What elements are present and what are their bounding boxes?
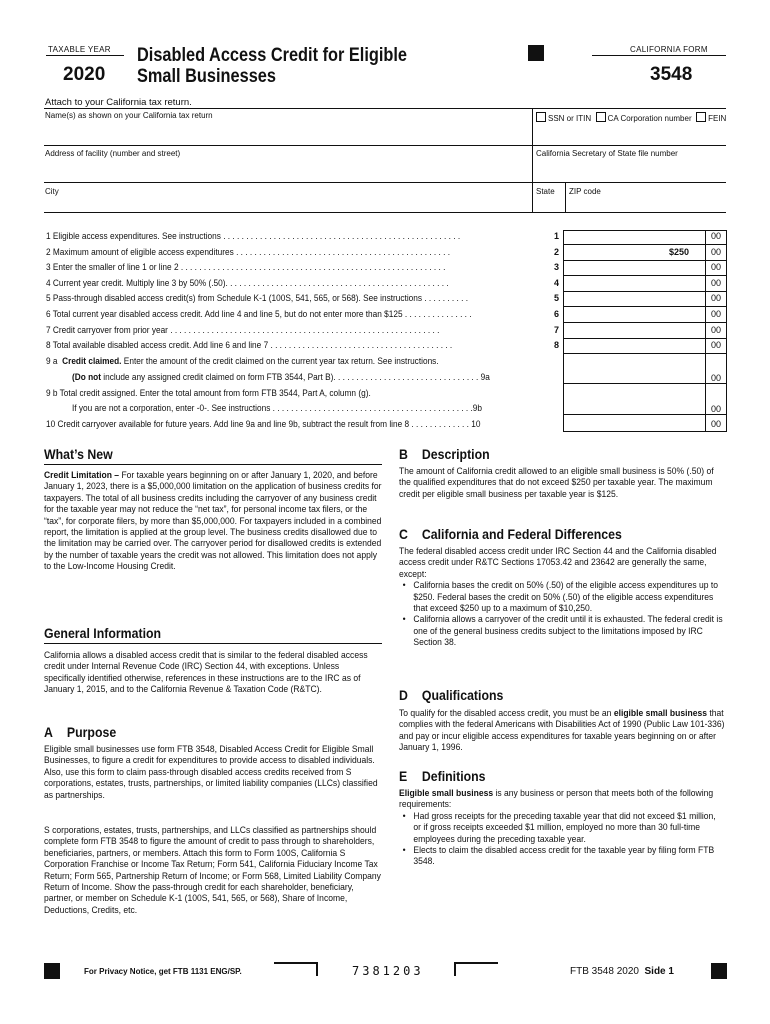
difference-bullet-2: • California allows a carryover of the credit until it is exhausted. The federal credit is one of the general business credits subject to the limitations imposed by IRC Section 38. [399, 614, 725, 648]
amount-rule [563, 322, 726, 323]
footer-registration-mark [44, 963, 60, 979]
state-label: State [536, 187, 555, 196]
line-amount-input[interactable] [565, 293, 689, 307]
line-text: 4 Current year credit. Multiply line 3 by 50% (.50). . . . . . . . . . . . . . . . . . . . . . . . . . . . . . . . . . . . . . . . . . . . . . . . . [46, 277, 449, 288]
line-10-amount-input[interactable] [565, 415, 705, 431]
line-number: 8 [553, 340, 559, 351]
line-amount-input[interactable] [565, 262, 689, 276]
line-text: 3 Enter the smaller of line 1 or line 2 . . . . . . . . . . . . . . . . . . . . . . . . . . . . . . . . . . . . . . . . . . . . . . . . . . . . . . . . . . [46, 262, 446, 273]
differences-text: The federal disabled access credit under IRC Section 44 and the California disabled access credit under R&TC Sections 17053.42 and 23642 are generally the same, except: • California bases the credit on 50% (.50) of the eligible access expenditures up to $250. Federal bases the credit on 50% (.50) of the eligible access expenditures that exceed $250 up to a maximum of $10,250. • California allows a carryover of the credit until it is exhausted. The federal credit is one of the general business credits subject to the limitations imposed by IRC Section 38. [399, 546, 725, 649]
line-text: 1 Eligible access expenditures. See instructions . . . . . . . . . . . . . . . . . . . . . . . . . . . . . . . . . . . . . . . . . . . . . . . . . . . . [46, 231, 461, 241]
line-9a-text: 9 a Credit claimed. Enter the amount of the credit claimed on the current year tax return. See instructions. [46, 356, 439, 366]
purpose-text-1: Eligible small businesses use form FTB 3548, Disabled Access Credit for Eligible Small Businesses, to figure a credit for expenditures to provide access to disabled individuals. Also, use this form to claim pass-through disabled access credits received from S corporations, estates, trusts, partnerships, or limited liability companies (LLCs) classified as partnerships. [44, 744, 378, 801]
california-form-label: CALIFORNIA FORM [630, 45, 708, 54]
line-10-cents: 00 [710, 419, 721, 429]
line-cents: 00 [710, 246, 721, 257]
tax-year: 2020 [63, 64, 106, 85]
general-info-text: California allows a disabled access credit that is similar to the federal disabled access credit under Internal Revenue Code (IRC) Section 44, with exceptions. Unless specifically identified otherwise, references in these instructions are to the IRC as of January 1, 2015, and to the California Revenue & Taxation Code (R&TC). [44, 650, 368, 696]
privacy-notice: For Privacy Notice, get FTB 1131 ENG/SP. [84, 967, 242, 976]
line-number: 1 [553, 231, 559, 241]
form-title: Disabled Access Credit for Eligible Small Businesses [137, 45, 407, 87]
line-amount-input[interactable] [565, 309, 689, 323]
line-number: 2 [553, 246, 559, 257]
purpose-heading: A Purpose [44, 724, 117, 740]
line-9a-cents: 00 [710, 373, 721, 383]
registration-mark [528, 45, 544, 61]
line-10-text: 10 Credit carryover available for future years. Add line 9a and line 9b, subtract the result from line 8 . . . . . . . . . . . . . 10 [46, 419, 481, 429]
qualifications-text: To qualify for the disabled access credit, you must be an eligible small business that complies with the federal Americans with Disabilities Act of 1990 (Public Law 101-336) and pay or incur eligible access expenditures for taxable years beginning on or after January 1, 1996. [399, 708, 725, 754]
amount-rule [563, 306, 726, 307]
line-9a-amount-input[interactable] [565, 357, 705, 383]
city-label: City [45, 187, 59, 196]
line-cents: 00 [710, 324, 721, 335]
names-label: Name(s) as shown on your California tax return [45, 111, 213, 120]
ca-corp-checkbox[interactable] [596, 112, 606, 122]
line-text: 5 Pass-through disabled access credit(s) from Schedule K-1 (100S, 541, 565, or 568). See instructions . . . . . . . . . . [46, 293, 469, 304]
line-amount-input[interactable] [565, 278, 689, 292]
difference-bullet-1: • California bases the credit on 50% (.50) of the eligible access expenditures up to $250. Federal bases the credit on 50% (.50) of the eligible access expenditures that exceed $250 up to a maximum of $10,250. [399, 580, 725, 614]
amount-rule [563, 338, 726, 339]
general-info-heading: General Information [44, 625, 162, 641]
line-text: 7 Credit carryover from prior year . . . . . . . . . . . . . . . . . . . . . . . . . . . . . . . . . . . . . . . . . . . . . . . . . . . . . . . . . . . [46, 324, 440, 335]
amount-rule [563, 291, 726, 292]
id-type-options: SSN or ITIN CA Corporation number FEIN [536, 112, 726, 123]
description-heading: B Description [399, 446, 490, 462]
line-9b-cents: 00 [710, 404, 721, 414]
line-amount-input[interactable] [565, 325, 689, 339]
amount-rule [563, 260, 726, 261]
zip-label: ZIP code [569, 187, 601, 196]
amount-rule [563, 230, 726, 231]
line-text: 8 Total available disabled access credit. Add line 6 and line 7 . . . . . . . . . . . . . . . . . . . . . . . . . . . . . . . . . . . . . . . . [46, 340, 453, 351]
fein-checkbox[interactable] [696, 112, 706, 122]
line-number: 6 [553, 309, 559, 319]
attach-instruction: Attach to your California tax return. [45, 97, 192, 108]
description-text: The amount of California credit allowed to an eligible small business is 50% (.50) of the qualified expenditures that do not exceed $250 per taxable year. The maximum credit per eligible small business per taxable year is $125. [399, 466, 714, 500]
line-number: 5 [553, 293, 559, 304]
barcode-number: 7381203 [352, 964, 424, 978]
definitions-heading: E Definitions [399, 768, 486, 784]
amount-rule [563, 353, 726, 354]
line-cents: 00 [710, 309, 721, 319]
differences-heading: C California and Federal Differences [399, 526, 622, 542]
line-number: 3 [553, 262, 559, 273]
line-text: 2 Maximum amount of eligible access expenditures . . . . . . . . . . . . . . . . . . . . . . . . . . . . . . . . . . . . . . . . . . . . . . . [46, 246, 451, 257]
line-cents: 00 [710, 340, 721, 351]
address-label: Address of facility (number and street) [45, 149, 181, 158]
sos-file-label: California Secretary of State file number [536, 149, 678, 158]
form-number: 3548 [650, 64, 693, 85]
line-amount-input[interactable] [565, 340, 689, 354]
form-side-label: FTB 3548 2020 Side 1 [570, 966, 674, 977]
line-amount-input[interactable] [565, 231, 689, 245]
line-amount-input[interactable]: $250 [668, 246, 689, 257]
taxable-year-label: TAXABLE YEAR [48, 45, 111, 54]
whats-new-text: Credit Limitation – For taxable years beginning on or after January 1, 2020, and before January 1, 2023, there is a $5,000,000 limitation on the application of business credits for taxpayers. The total of all business credits including the carryover of any business credit for the taxable year may not reduce the “net tax”, for personal income tax filers, or the “tax”, for corporate filers, by more than $5,000,000. For taxpayers included in a combined report, the limitation is applied at the group level. The business credits disallowed due to the limitation may be carried over. The carryover period for disallowed credits is extended by the number of taxable years the credit was not allowed. This limitation does not apply to the Low-Income Housing Credit. [44, 470, 382, 573]
line-9b-subtext: If you are not a corporation, enter -0-. See instructions . . . . . . . . . . . . . . . . . . . . . . . . . . . . . . . . . . . . . . . . . . . .9b [72, 403, 483, 413]
line-9b-text: 9 b Total credit assigned. Enter the total amount from form FTB 3544, Part A, column (g). [46, 388, 371, 398]
line-cents: 00 [710, 293, 721, 304]
definitions-text: Eligible small business is any business or person that meets both of the following requirements: • Had gross receipts for the preceding taxable year that did not exceed $1 million, or if gross receipts exceeded $1 million, employed no more than 30 full-time employees during the preceding taxable year. • Elects to claim the disabled access credit for the taxable year by filing form FTB 3548. [399, 788, 725, 868]
amount-rule [563, 275, 726, 276]
line-cents: 00 [710, 277, 721, 288]
footer-registration-mark-right [711, 963, 727, 979]
definition-bullet-2: • Elects to claim the disabled access credit for the taxable year by filing form FTB 3548. [399, 845, 725, 868]
whats-new-heading: What’s New [44, 446, 113, 462]
amount-rule [563, 244, 726, 245]
line-text: 6 Total current year disabled access credit. Add line 4 and line 5, but do not enter more than $125 . . . . . . . . . . . . . . . [46, 309, 472, 319]
line-cents: 00 [710, 231, 721, 241]
definition-bullet-1: • Had gross receipts for the preceding taxable year that did not exceed $1 million, or if gross receipts exceeded $1 million, employed no more than 30 full-time employees during the preceding taxable year. [399, 811, 725, 845]
line-cents: 00 [710, 262, 721, 273]
line-9b-amount-input[interactable] [565, 388, 705, 414]
line-number: 7 [553, 324, 559, 335]
line-number: 4 [553, 277, 559, 288]
ssn-checkbox[interactable] [536, 112, 546, 122]
line-9a-subtext: (Do not include any assigned credit claimed on form FTB 3544, Part B). . . . . . . . . . . . . . . . . . . . . . . . . . . . . . . . 9a [72, 372, 490, 382]
purpose-text-2: S corporations, estates, trusts, partnerships, and LLCs classified as partnerships should complete form FTB 3548 to figure the amount of credit to pass through to shareholders, beneficiaries, partners, or members. Attach this form to Form 100S, California S Corporation Franchise or Income Tax Return; Form 541, California Fiduciary Income Tax Return; Form 565, Partnership Return of Income; or Form 568, Limited Liability Company Return of Income. Show the pass-through credit for each shareholder, beneficiary, partner, or member on Schedule K-1 (100S, 541, 565, or 568), Share of Income, Deductions, Credits, etc. [44, 825, 381, 916]
qualifications-heading: D Qualifications [399, 687, 504, 703]
